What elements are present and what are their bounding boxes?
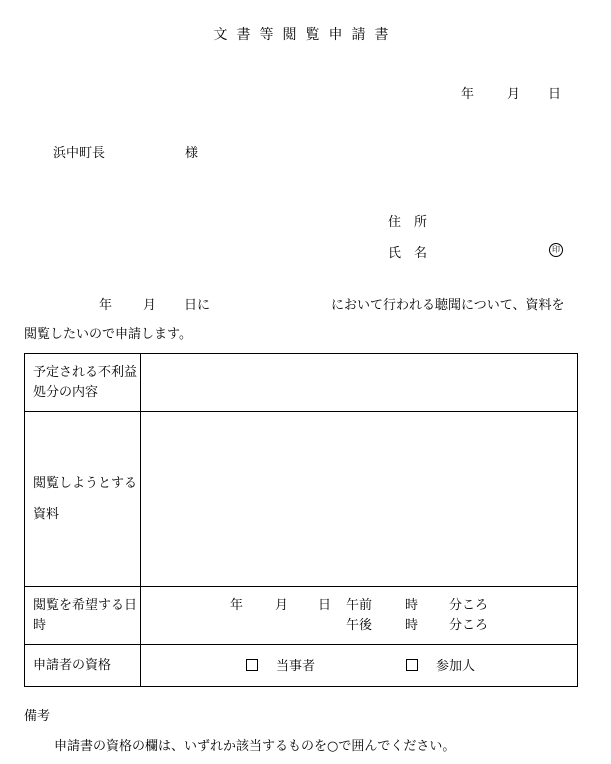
checkbox-icon[interactable] — [246, 659, 258, 671]
notes-text: 申請書の資格の欄は、いずれか該当するものを○で囲んでください。 — [54, 739, 456, 754]
body-line2: 閲覧したいので申請します。 — [24, 327, 192, 342]
date-month-label: 月 — [507, 87, 521, 102]
application-table — [24, 353, 578, 687]
date-day-label: 日 — [548, 87, 562, 102]
viewing-hour-pm: 時 — [405, 618, 419, 633]
viewing-day: 日 — [318, 598, 332, 613]
table-row — [25, 645, 578, 687]
checkbox-icon[interactable] — [406, 659, 418, 671]
viewing-month: 月 — [275, 598, 289, 613]
body-day-label: 日に — [184, 298, 211, 313]
body-line1-rest: において行われる聴聞について、資料を — [331, 298, 565, 313]
date-year-label: 年 — [461, 87, 475, 102]
viewing-datetime-label: 閲覧を希望する日時 — [25, 587, 141, 645]
applicant-address-label: 住 所 — [388, 215, 428, 230]
viewing-year: 年 — [230, 598, 244, 613]
viewing-pm: 午後 — [346, 618, 373, 633]
addressee-name: 浜中町長 — [53, 146, 106, 161]
body-month-label: 月 — [143, 298, 157, 313]
applicant-status-label: 申請者の資格 — [25, 645, 141, 687]
table-row — [25, 354, 578, 412]
table-row — [25, 587, 578, 645]
viewing-minute-pm: 分ころ — [449, 618, 489, 633]
document-title: 文書等閲覧申請書 — [213, 27, 398, 43]
planned-disposition-field[interactable] — [141, 354, 578, 412]
status-option-party[interactable] — [246, 657, 315, 677]
status-option-party-label: 当事者 — [276, 659, 316, 674]
viewing-minute-am: 分ころ — [449, 598, 489, 613]
planned-disposition-label: 予定される不利益処分の内容 — [25, 354, 141, 412]
materials-field[interactable] — [141, 412, 578, 587]
applicant-name-label: 氏 名 — [388, 246, 428, 261]
addressee-honorific: 様 — [185, 146, 199, 161]
applicant-status-field — [141, 645, 578, 687]
notes-heading: 備考 — [24, 709, 51, 724]
materials-label: 閲覧しようとする資料 — [25, 412, 141, 587]
status-option-participant[interactable] — [406, 657, 475, 677]
viewing-am: 午前 — [346, 598, 373, 613]
body-year-label: 年 — [99, 298, 113, 313]
seal-mark: 印 — [549, 243, 563, 257]
viewing-datetime-field[interactable] — [141, 587, 578, 645]
status-option-participant-label: 参加人 — [436, 659, 476, 674]
viewing-hour-am: 時 — [405, 598, 419, 613]
table-row — [25, 412, 578, 587]
